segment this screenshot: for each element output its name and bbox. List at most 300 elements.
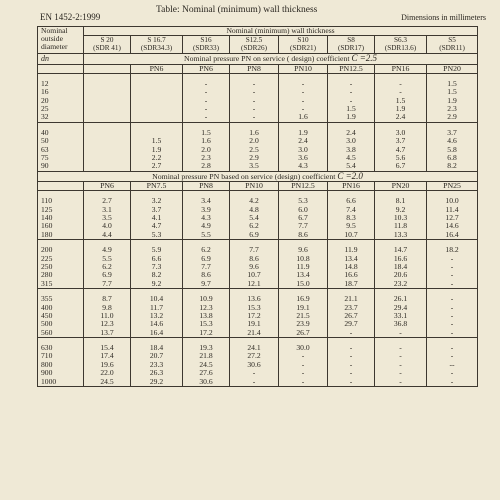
table-row [38,129,478,137]
value-cell: 21.1 [328,295,375,303]
pn-label: PN8 [230,64,279,73]
coefficient-row-1 [38,54,478,64]
value-cell: 4.9 [183,222,230,230]
value-cell: 2.8 [183,162,230,171]
value-cell [84,146,131,154]
value-cell: 10.0 [427,197,478,205]
value-cell: 18.7 [328,280,375,289]
value-cell: - [328,352,375,360]
value-cell: - [230,97,279,105]
value-cell: 33.1 [375,312,427,320]
table-row [38,378,478,387]
coefficient-label-1 [84,54,478,64]
value-cell: - [427,378,478,387]
diameter-column-header [38,27,84,54]
value-cell: 2.0 [230,137,279,145]
value-cell: - [427,303,478,311]
table-row [38,329,478,338]
value-cell: 13.2 [131,312,183,320]
value-cell: 12.3 [84,320,131,328]
pn-label: PN25 [427,181,478,190]
value-cell: 3.7 [131,206,183,214]
value-cell: - [427,295,478,303]
value-cell: 4.1 [131,214,183,222]
value-cell: 10.3 [375,214,427,222]
value-cell: 1.9 [131,146,183,154]
diameter-header-line-2: outside [41,34,63,43]
table-row [38,369,478,377]
value-cell: - [328,329,375,338]
value-cell: 6.8 [427,154,478,162]
value-cell: 6.2 [183,246,230,254]
value-cell: 3.7 [375,137,427,145]
value-cell: 14.6 [131,320,183,328]
table-row [38,263,478,271]
value-cell: 4.3 [279,162,328,171]
value-cell: 4.7 [375,146,427,154]
value-cell: - [230,113,279,122]
value-cell: -- [427,361,478,369]
value-cell: 11.8 [375,222,427,230]
value-cell: 6.2 [84,263,131,271]
value-cell: 9.6 [279,246,328,254]
value-cell: 10.9 [183,295,230,303]
value-cell [131,80,183,88]
value-cell: 23.7 [328,303,375,311]
series-s: S16 [200,36,212,45]
value-cell: - [230,105,279,113]
pn-label: PN6 [84,181,131,190]
value-cell: - [183,97,230,105]
value-cell [84,137,131,145]
value-cell [131,129,183,137]
value-cell: 10.7 [230,271,279,279]
value-cell: - [230,369,279,377]
value-cell [84,162,131,171]
value-cell: 3.2 [131,197,183,205]
value-cell: - [427,369,478,377]
series-header [328,36,375,54]
value-cell: - [328,80,375,88]
series-header [427,36,478,54]
value-cell: 4.6 [427,137,478,145]
table-row [38,154,478,162]
value-cell: 5.5 [84,254,131,262]
value-cell: 5.4 [230,214,279,222]
pn-label: PN16 [375,64,427,73]
dn-symbol: dn [41,53,49,63]
value-cell: 16.4 [427,231,478,240]
value-cell: 6.7 [279,214,328,222]
table-row [38,295,478,303]
value-cell: 2.4 [279,137,328,145]
series-header [375,36,427,54]
value-cell [131,97,183,105]
pn-label: PN10 [230,181,279,190]
diameter-cell: 250 [38,263,84,271]
value-cell: - [375,88,427,96]
value-cell: 4.4 [84,231,131,240]
value-cell: 7.3 [131,263,183,271]
value-cell: - [230,88,279,96]
table-row [38,344,478,352]
value-cell: 4.9 [84,246,131,254]
table-row [38,254,478,262]
table-row [38,88,478,96]
value-cell: 8.3 [328,214,375,222]
value-cell: 18.4 [375,263,427,271]
value-cell: - [375,80,427,88]
value-cell: 9.2 [131,280,183,289]
value-cell: 27.6 [183,369,230,377]
diameter-cell: 1000 [38,378,84,387]
diameter-cell: 315 [38,280,84,289]
diameter-cell: 160 [38,222,84,230]
value-cell: 1.6 [230,129,279,137]
diameter-cell: 16 [38,88,84,96]
value-cell: 1.5 [328,105,375,113]
value-cell: 18.2 [427,246,478,254]
series-s: S5 [448,36,456,45]
value-cell: 17.4 [84,352,131,360]
value-cell: 14.6 [427,222,478,230]
value-cell: 2.4 [328,129,375,137]
value-cell: 11.9 [328,246,375,254]
value-cell [84,97,131,105]
value-cell: 19.1 [230,320,279,328]
series-sdr: (SDR34.3) [140,43,173,52]
value-cell: - [183,88,230,96]
pn-label: PN10 [279,64,328,73]
series-header [183,36,230,54]
value-cell: 29.2 [131,378,183,387]
value-cell: 2.3 [183,154,230,162]
diameter-cell: 355 [38,295,84,303]
value-cell: 16.6 [328,271,375,279]
value-cell: - [279,88,328,96]
series-s: S10 [297,36,309,45]
coefficient-value-2: C =2.0 [337,171,363,181]
table-row [38,222,478,230]
value-cell: 5.4 [328,162,375,171]
value-cell: 5.5 [183,231,230,240]
value-cell: 2.7 [131,162,183,171]
pn-label: PN8 [183,181,230,190]
value-cell: - [183,113,230,122]
pn-label: PN16 [328,181,375,190]
value-cell: 3.7 [427,129,478,137]
table-row [38,303,478,311]
value-cell: 11.7 [131,303,183,311]
wall-thickness-header: Nominal (minimum) wall thickness [84,27,478,36]
value-cell: 1.5 [375,97,427,105]
value-cell: 1.6 [183,137,230,145]
value-cell: - [328,361,375,369]
value-cell: - [279,369,328,377]
value-cell: - [328,369,375,377]
value-cell: 1.5 [183,129,230,137]
series-header-row [38,36,478,54]
value-cell: 13.4 [279,271,328,279]
value-cell: 4.7 [131,222,183,230]
value-cell: - [427,329,478,338]
value-cell: 19.6 [84,361,131,369]
table-row [38,280,478,289]
diameter-cell: 25 [38,105,84,113]
value-cell: 23.2 [375,280,427,289]
table-row [38,214,478,222]
series-sdr: (SDR33) [193,43,219,52]
value-cell: - [427,320,478,328]
value-cell: 5.8 [427,146,478,154]
diameter-cell: 900 [38,369,84,377]
value-cell: 15.4 [84,344,131,352]
diameter-cell: 500 [38,320,84,328]
pn-row-1 [38,64,478,73]
value-cell: 6.2 [230,222,279,230]
value-cell: - [230,80,279,88]
value-cell: 22.0 [84,369,131,377]
value-cell [84,129,131,137]
value-cell: 12.7 [427,214,478,222]
value-cell: 2.7 [84,197,131,205]
series-sdr: (SDR26) [241,43,267,52]
value-cell: 26.7 [279,329,328,338]
value-cell: - [183,80,230,88]
value-cell: 11.0 [84,312,131,320]
diameter-cell: 225 [38,254,84,262]
value-cell: 15.0 [279,280,328,289]
value-cell: 30.6 [230,361,279,369]
diameter-cell: 75 [38,154,84,162]
pn-label: PN6 [131,64,183,73]
value-cell: - [375,378,427,387]
table-row [38,146,478,154]
table-row [38,320,478,328]
value-cell: 14.8 [328,263,375,271]
value-cell: 3.5 [84,214,131,222]
table-row [38,206,478,214]
value-cell: 3.6 [279,154,328,162]
value-cell: 9.8 [84,303,131,311]
value-cell: 6.6 [131,254,183,262]
series-s: S8 [347,36,355,45]
series-s: S6.3 [394,36,407,45]
series-s: S 16.7 [147,36,166,45]
value-cell [131,88,183,96]
value-cell: 9.2 [375,206,427,214]
coefficient-text-1: Nominal pressure PN on service ( design) coefficient [184,54,350,64]
value-cell: - [279,352,328,360]
diameter-cell: 40 [38,129,84,137]
diameter-cell: 400 [38,303,84,311]
value-cell: 4.2 [230,197,279,205]
value-cell [84,154,131,162]
value-cell: 24.1 [230,344,279,352]
value-cell: 16.6 [375,254,427,262]
value-cell: 8.7 [84,295,131,303]
value-cell: - [427,352,478,360]
value-cell: 2.4 [375,113,427,122]
diameter-header-line-3: diameter [41,42,68,51]
diameter-header-line-1: Nominal [41,26,68,35]
table-row [38,352,478,360]
value-cell: 7.4 [328,206,375,214]
table-row [38,197,478,205]
diameter-cell: 110 [38,197,84,205]
value-cell: 6.6 [328,197,375,205]
value-cell: 26.7 [328,312,375,320]
value-cell: 16.4 [131,329,183,338]
pn-label: PN7.5 [131,181,183,190]
value-cell: 5.9 [131,246,183,254]
value-cell: 9.7 [183,280,230,289]
value-cell: - [375,352,427,360]
value-cell: 5.6 [375,154,427,162]
value-cell [84,105,131,113]
pn-label: PN6 [183,64,230,73]
value-cell: 4.8 [230,206,279,214]
value-cell: 2.0 [183,146,230,154]
series-sdr: (SDR11) [439,43,465,52]
value-cell: 3.0 [279,146,328,154]
coefficient-label-2 [38,171,478,181]
value-cell: 6.7 [375,162,427,171]
value-cell: 11.9 [279,263,328,271]
value-cell: 6.9 [84,271,131,279]
diameter-cell: 50 [38,137,84,145]
diameter-cell: 630 [38,344,84,352]
value-cell: 21.5 [279,312,328,320]
coefficient-text-2: Nominal pressure PN based on service (design) coefficient [152,171,338,181]
diameter-symbol [38,54,84,64]
value-cell: - [279,361,328,369]
value-cell: - [279,80,328,88]
value-cell: 24.5 [183,361,230,369]
pn-label: PN20 [427,64,478,73]
value-cell: 1.5 [131,137,183,145]
value-cell: 2.2 [131,154,183,162]
value-cell: 1.5 [427,80,478,88]
value-cell: - [230,378,279,387]
value-cell: 8.1 [375,197,427,205]
value-cell: 1.9 [427,97,478,105]
value-cell: - [328,378,375,387]
value-cell [131,105,183,113]
series-sdr: (SDR17) [338,43,364,52]
value-cell: 1.9 [279,129,328,137]
diameter-cell: 280 [38,271,84,279]
value-cell: 13.7 [84,329,131,338]
value-cell: 5.3 [279,197,328,205]
value-cell: 3.8 [328,146,375,154]
value-cell: 4.5 [328,154,375,162]
table-title: Table: Nominal (minimum) wall thickness [156,5,318,15]
value-cell: - [375,329,427,338]
value-cell: 21.8 [183,352,230,360]
value-cell: 6.9 [230,231,279,240]
diameter-cell: 20 [38,97,84,105]
value-cell: - [427,263,478,271]
value-cell: 6.0 [279,206,328,214]
value-cell: 2.3 [427,105,478,113]
value-cell: - [427,271,478,279]
value-cell: 29.7 [328,320,375,328]
value-cell: 7.7 [279,222,328,230]
pn-label: PN12.5 [328,64,375,73]
series-header [230,36,279,54]
value-cell: 3.0 [375,129,427,137]
table-row [38,231,478,240]
wall-thickness-table [37,26,478,387]
value-cell: 7.7 [230,246,279,254]
value-cell: 20.6 [375,271,427,279]
value-cell: 5.3 [131,231,183,240]
value-cell: 15.3 [183,320,230,328]
table-row [38,361,478,369]
standard-number: EN 1452-2:1999 [40,12,101,22]
value-cell: 13.3 [375,231,427,240]
diameter-cell: 12 [38,80,84,88]
value-cell: - [328,97,375,105]
value-cell: 6.9 [183,254,230,262]
diameter-cell: 90 [38,162,84,171]
value-cell: 30.0 [279,344,328,352]
value-cell: - [375,361,427,369]
value-cell: 9.5 [328,222,375,230]
coefficient-row-2 [38,171,478,181]
table-row [38,246,478,254]
series-header [131,36,183,54]
table-row [38,137,478,145]
value-cell: 29.4 [375,303,427,311]
value-cell: 23.9 [279,320,328,328]
pn-blank [38,64,84,73]
value-cell: 3.4 [183,197,230,205]
value-cell: 3.9 [183,206,230,214]
value-cell: - [427,312,478,320]
value-cell: - [279,105,328,113]
value-cell: 8.6 [183,271,230,279]
value-cell: 17.2 [230,312,279,320]
value-cell: 26.1 [375,295,427,303]
value-cell: - [279,97,328,105]
value-cell: 12.1 [230,280,279,289]
value-cell: 8.6 [279,231,328,240]
value-cell: 3.5 [230,162,279,171]
value-cell: 12.3 [183,303,230,311]
value-cell [84,88,131,96]
table-row [38,105,478,113]
value-cell: 18.4 [131,344,183,352]
series-s: S 20 [100,36,114,45]
value-cell: 36.8 [375,320,427,328]
value-cell: - [375,369,427,377]
value-cell: 16.9 [279,295,328,303]
value-cell: 27.2 [230,352,279,360]
value-cell: 7.7 [84,280,131,289]
value-cell: 2.5 [230,146,279,154]
value-cell: 11.4 [427,206,478,214]
value-cell: 21.4 [230,329,279,338]
series-header [84,36,131,54]
series-s: S12.5 [245,36,263,45]
coefficient-value-1: C =2.5 [351,53,378,64]
value-cell: 8.2 [427,162,478,171]
pn-label: PN12.5 [279,181,328,190]
value-cell: 13.6 [230,295,279,303]
value-cell: 10.8 [279,254,328,262]
